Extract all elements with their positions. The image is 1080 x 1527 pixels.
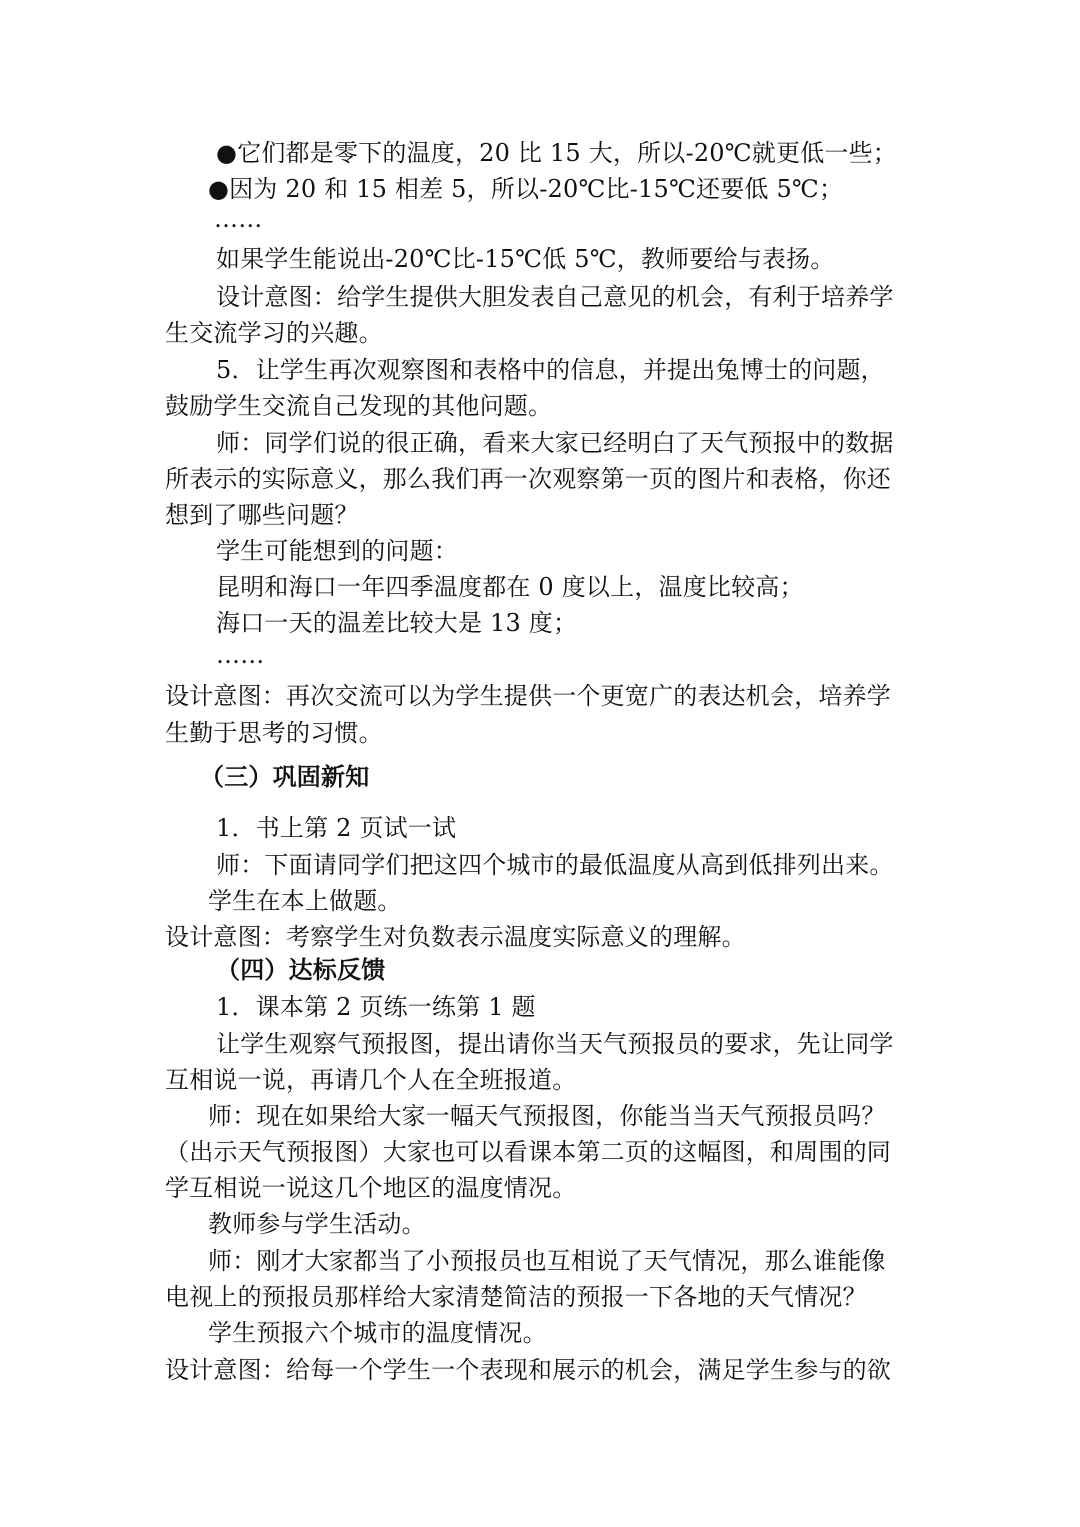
text-line: 海口一天的温差比较大是 13 度； xyxy=(216,609,578,637)
text-line: 学互相说一说这几个地区的温度情况。 xyxy=(165,1174,577,1202)
text-line: 鼓励学生交流自己发现的其他问题。 xyxy=(165,392,553,420)
text-line: 师：现在如果给大家一幅天气预报图，你能当当天气预报员吗？ xyxy=(208,1102,886,1130)
text-line: 生交流学习的兴趣。 xyxy=(165,319,383,347)
text-line: 如果学生能说出-20℃比-15℃低 5℃，教师要给与表扬。 xyxy=(216,245,835,273)
text-line: 1．课本第 2 页练一练第 1 题 xyxy=(216,993,536,1021)
text-line: 师：下面请同学们把这四个城市的最低温度从高到低排列出来。 xyxy=(216,851,894,879)
text-line: 师：刚才大家都当了小预报员也互相说了天气情况，那么谁能像 xyxy=(208,1247,886,1275)
text-line: 教师参与学生活动。 xyxy=(208,1210,426,1238)
text-line: 电视上的预报员那样给大家清楚简洁的预报一下各地的天气情况？ xyxy=(165,1283,867,1311)
text-line: 设计意图：给每一个学生一个表现和展示的机会，满足学生参与的欲 xyxy=(165,1356,891,1384)
text-line: 昆明和海口一年四季温度都在 0 度以上，温度比较高； xyxy=(216,573,804,601)
text-line: ●因为 20 和 15 相差 5，所以-20℃比-15℃还要低 5℃； xyxy=(208,175,844,203)
text-line: （出示天气预报图）大家也可以看课本第二页的这幅图，和周围的同 xyxy=(165,1138,891,1166)
text-line: 设计意图：给学生提供大胆发表自己意见的机会，有利于培养学 xyxy=(216,283,894,311)
text-line: 设计意图：考察学生对负数表示温度实际意义的理解。 xyxy=(165,923,746,951)
text-line: ●它们都是零下的温度，20 比 15 大，所以-20℃就更低一些； xyxy=(216,139,898,167)
section-heading-feedback: （四）达标反馈 xyxy=(216,956,386,984)
text-line: …… xyxy=(216,641,265,669)
text-line: 设计意图：再次交流可以为学生提供一个更宽广的表达机会，培养学 xyxy=(165,682,891,710)
text-line: 所表示的实际意义，那么我们再一次观察第一页的图片和表格，你还 xyxy=(165,465,891,493)
text-line: 生勤于思考的习惯。 xyxy=(165,719,383,747)
text-line: 学生预报六个城市的温度情况。 xyxy=(208,1319,547,1347)
text-line: 想到了哪些问题？ xyxy=(165,501,359,529)
text-line: 学生可能想到的问题： xyxy=(216,537,458,565)
text-line: 5．让学生再次观察图和表格中的信息，并提出兔博士的问题， xyxy=(216,356,885,384)
text-line: 互相说一说，再请几个人在全班报道。 xyxy=(165,1066,577,1094)
text-line: 学生在本上做题。 xyxy=(208,887,402,915)
text-line: 1．书上第 2 页试一试 xyxy=(216,814,457,842)
text-line: 师：同学们说的很正确，看来大家已经明白了天气预报中的数据 xyxy=(216,429,894,457)
section-heading-consolidate: （三）巩固新知 xyxy=(200,763,370,791)
text-line: …… xyxy=(214,205,263,233)
text-line: 让学生观察气预报图，提出请你当天气预报员的要求，先让同学 xyxy=(216,1030,894,1058)
